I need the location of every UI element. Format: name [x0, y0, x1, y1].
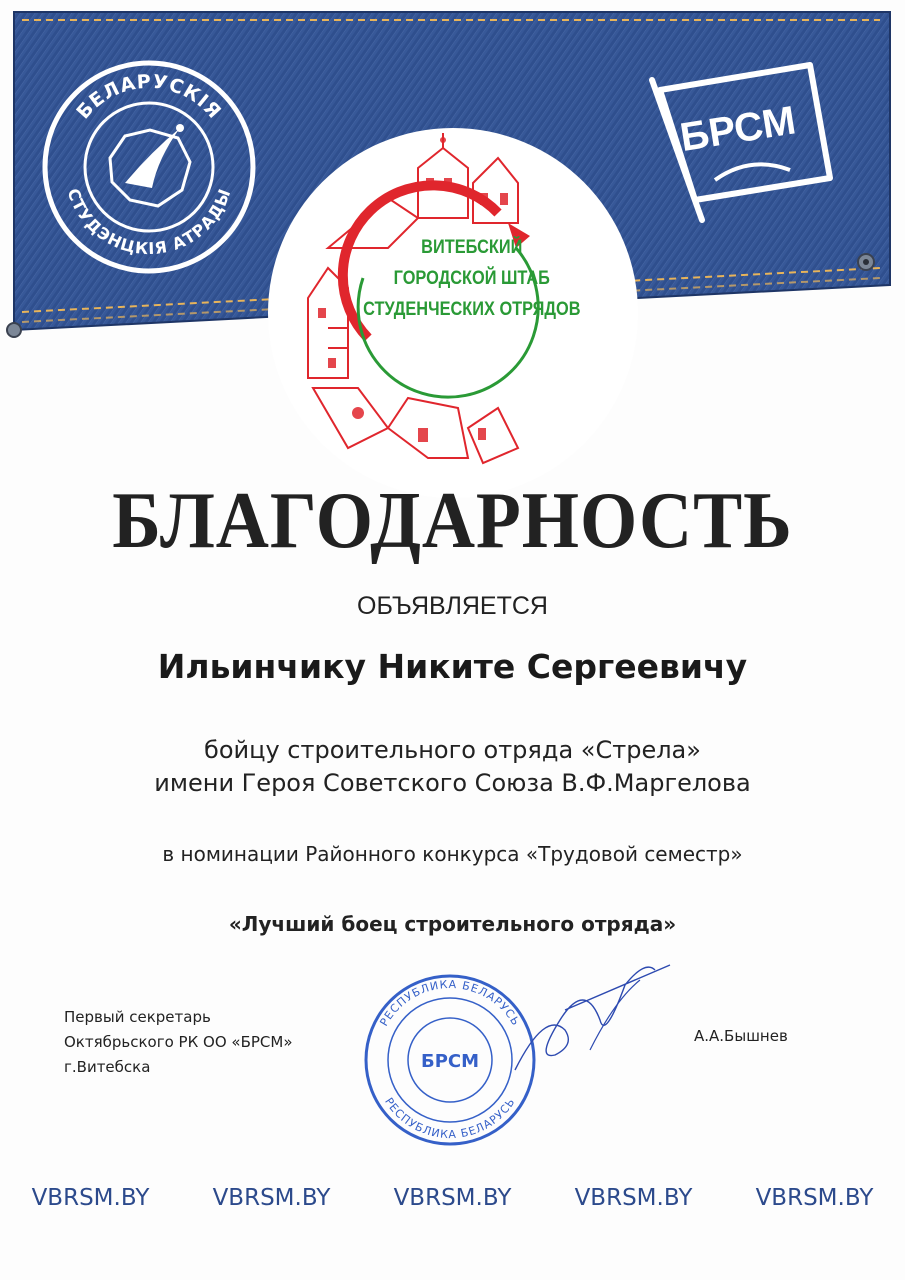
footer-link[interactable]: VBRSM.BY [31, 1185, 150, 1211]
svg-text:РЕСПУБЛИКА БЕЛАРУСЬ [377, 978, 522, 1028]
footer-link[interactable]: VBRSM.BY [393, 1185, 512, 1211]
position-line-2: Октябрьского РК ОО «БРСМ» [64, 1033, 293, 1051]
svg-text:СТУДЭНЦКІЯ АТРАДЫ [64, 186, 235, 259]
logo-line-3: СТУДЕНЧЕСКИХ ОТРЯДОВ [363, 299, 581, 320]
logo-line-2: ГОРОДСКОЙ ШТАБ [393, 268, 550, 289]
footer-link[interactable]: VBRSM.BY [755, 1185, 874, 1211]
brsm-flag-label: БРСМ [677, 98, 799, 160]
description-line-1: бойцу строительного отряда «Стрела» [204, 736, 701, 764]
emblem-text-top: БЕЛАРУСКІЯ [72, 70, 226, 124]
student-brigades-emblem [40, 58, 258, 276]
footer-link[interactable]: VBRSM.BY [574, 1185, 693, 1211]
emblem-text-bottom: СТУДЭНЦКІЯ АТРАДЫ [63, 185, 235, 259]
handwritten-signature [505, 960, 675, 1075]
recipient-description [0, 734, 905, 800]
recipient-name: Ильинчику Никите Сергеевичу [157, 647, 748, 686]
city-staff-logo-text [360, 232, 584, 325]
description-line-2: имени Героя Советского Союза В.Ф.Маргелова [154, 769, 751, 797]
signer-position [64, 1005, 293, 1080]
brsm-flag-emblem [640, 60, 840, 230]
signer-name: А.А.Бышнев [694, 1027, 788, 1045]
position-line-3: г.Витебска [64, 1058, 151, 1076]
certificate-title: БЛАГОДАРНОСТЬ [112, 477, 793, 565]
nomination-text: в номинации Районного конкурса «Трудовой семестр» [162, 842, 743, 866]
stamp-center-text: БРСМ [420, 1051, 480, 1072]
announce-text: ОБЪЯВЛЯЕТСЯ [357, 592, 548, 620]
footer-links [0, 1185, 905, 1211]
stamp-text-top: РЕСПУБЛИКА БЕЛАРУСЬ [377, 977, 523, 1029]
position-line-1: Первый секретарь [64, 1008, 211, 1026]
award-title: «Лучший боец строительного отряда» [228, 912, 677, 936]
footer-link[interactable]: VBRSM.BY [212, 1185, 331, 1211]
stamp-text-bottom: РЕСПУБЛИКА БЕЛАРУСЬ [382, 1095, 518, 1142]
logo-line-1: ВИТЕБСКИЙ [421, 237, 523, 258]
